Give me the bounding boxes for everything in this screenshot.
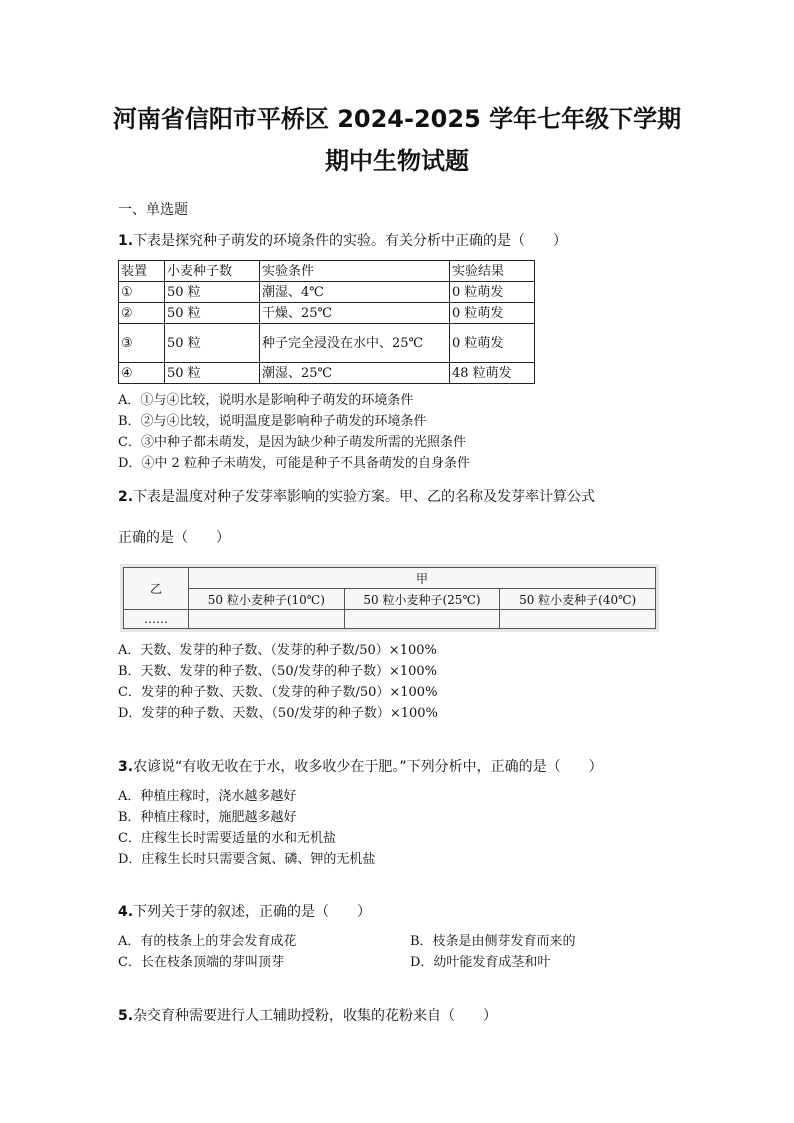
- q2-option-c: C．发芽的种子数、天数、（发芽的种子数/50）×100%: [118, 685, 438, 700]
- question-4-number: 4.: [118, 904, 134, 920]
- table-cell: 50 粒: [165, 282, 260, 303]
- question-1-number: 1.: [118, 233, 134, 249]
- table-cell: 潮湿、4℃: [260, 282, 450, 303]
- page-title-line-2: 期中生物试题: [325, 147, 469, 175]
- table-header-cell: 装置: [119, 261, 165, 282]
- q2-option-b: B．天数、发芽的种子数、（50/发芽的种子数）×100%: [118, 664, 438, 679]
- question-3-number: 3.: [118, 759, 134, 775]
- page-title-line-1: 河南省信阳市平桥区 2024-2025 学年七年级下学期: [112, 105, 682, 133]
- table-cell: [189, 610, 345, 629]
- question-5: [118, 1005, 497, 1025]
- q4-option-a: A．有的枝条上的芽会发育成花: [118, 934, 297, 949]
- q1-experiment-table: [118, 260, 535, 384]
- table-cell: [344, 610, 500, 629]
- q4-option-b: B．枝条是由侧芽发育而来的: [410, 934, 576, 949]
- q3-option-d: D．庄稼生长时只需要含氮、磷、钾的无机盐: [118, 852, 376, 867]
- question-1-text: 下表是探究种子萌发的环境条件的实验。有关分析中正确的是（ ）: [133, 233, 568, 249]
- q1-option-b: B．②与④比较，说明温度是影响种子萌发的环境条件: [118, 414, 427, 429]
- table-header-cell: 实验条件: [260, 261, 450, 282]
- q1-option-c: C．③中种子都未萌发，是因为缺少种子萌发所需的光照条件: [118, 435, 466, 450]
- question-2-text-continued: 正确的是（ ）: [118, 530, 230, 546]
- q2-option-d: D．发芽的种子数、天数、（50/发芽的种子数）×100%: [118, 706, 438, 721]
- question-4: [118, 901, 371, 921]
- question-4-text: 下列关于芽的叙述，正确的是（ ）: [133, 904, 372, 920]
- table-cell: 0 粒萌发: [450, 282, 535, 303]
- question-5-number: 5.: [118, 1008, 134, 1024]
- table-cell: ③: [119, 324, 165, 363]
- table-header-row: [119, 261, 535, 282]
- q3-option-a: A．种植庄稼时，浇水越多越好: [118, 789, 297, 804]
- section-heading: 一、单选题: [118, 202, 188, 218]
- question-2: [118, 486, 595, 506]
- question-3: [118, 756, 603, 776]
- table-cell: 48 粒萌发: [450, 363, 535, 384]
- question-2-number: 2.: [118, 489, 134, 505]
- table-row: [124, 568, 656, 589]
- table-row: [124, 610, 656, 629]
- table-row: [119, 282, 535, 303]
- table-cell: 50 粒: [165, 303, 260, 324]
- table-header-cell-jia: 甲: [189, 568, 656, 589]
- q1-option-d: D．④中 2 粒种子未萌发，可能是种子不具备萌发的自身条件: [118, 456, 470, 471]
- table-cell: 50 粒: [165, 324, 260, 363]
- q2-table-image: [120, 564, 659, 632]
- table-cell: 50 粒小麦种子(40℃): [500, 589, 656, 610]
- table-row: [119, 363, 535, 384]
- q2-option-a: A．天数、发芽的种子数、（发芽的种子数/50）×100%: [118, 643, 437, 658]
- q3-option-b: B．种植庄稼时，施肥越多越好: [118, 810, 297, 825]
- q3-option-c: C．庄稼生长时需要适量的水和无机盐: [118, 831, 336, 846]
- table-row: [119, 303, 535, 324]
- table-cell: 潮湿、25℃: [260, 363, 450, 384]
- table-cell: 50 粒小麦种子(10℃): [189, 589, 345, 610]
- q4-option-d: D．幼叶能发育成茎和叶: [410, 955, 551, 970]
- question-5-text: 杂交育种需要进行人工辅助授粉，收集的花粉来自（ ）: [133, 1008, 498, 1024]
- table-cell-ellipsis: ……: [124, 610, 189, 629]
- table-cell: 50 粒: [165, 363, 260, 384]
- table-cell: ①: [119, 282, 165, 303]
- q4-option-c: C．长在枝条顶端的芽叫顶芽: [118, 955, 284, 970]
- question-3-text: 农谚说“有收无收在于水，收多收少在于肥。”下列分析中，正确的是（ ）: [133, 759, 603, 775]
- table-cell: 种子完全浸没在水中、25℃: [260, 324, 450, 363]
- table-cell: 0 粒萌发: [450, 303, 535, 324]
- table-header-cell-yi: 乙: [124, 568, 189, 610]
- table-header-cell: 小麦种子数: [165, 261, 260, 282]
- table-row: [119, 324, 535, 363]
- table-cell: 50 粒小麦种子(25℃): [344, 589, 500, 610]
- table-cell: 0 粒萌发: [450, 324, 535, 363]
- table-cell: ④: [119, 363, 165, 384]
- q2-experiment-table: [123, 567, 656, 629]
- question-1: [118, 230, 567, 250]
- table-cell: 干燥、25℃: [260, 303, 450, 324]
- question-2-text: 下表是温度对种子发芽率影响的实验方案。甲、乙的名称及发芽率计算公式: [133, 489, 596, 505]
- table-cell: [500, 610, 656, 629]
- q1-option-a: A．①与④比较，说明水是影响种子萌发的环境条件: [118, 393, 414, 408]
- table-cell: ②: [119, 303, 165, 324]
- table-header-cell: 实验结果: [450, 261, 535, 282]
- table-row: [124, 589, 656, 610]
